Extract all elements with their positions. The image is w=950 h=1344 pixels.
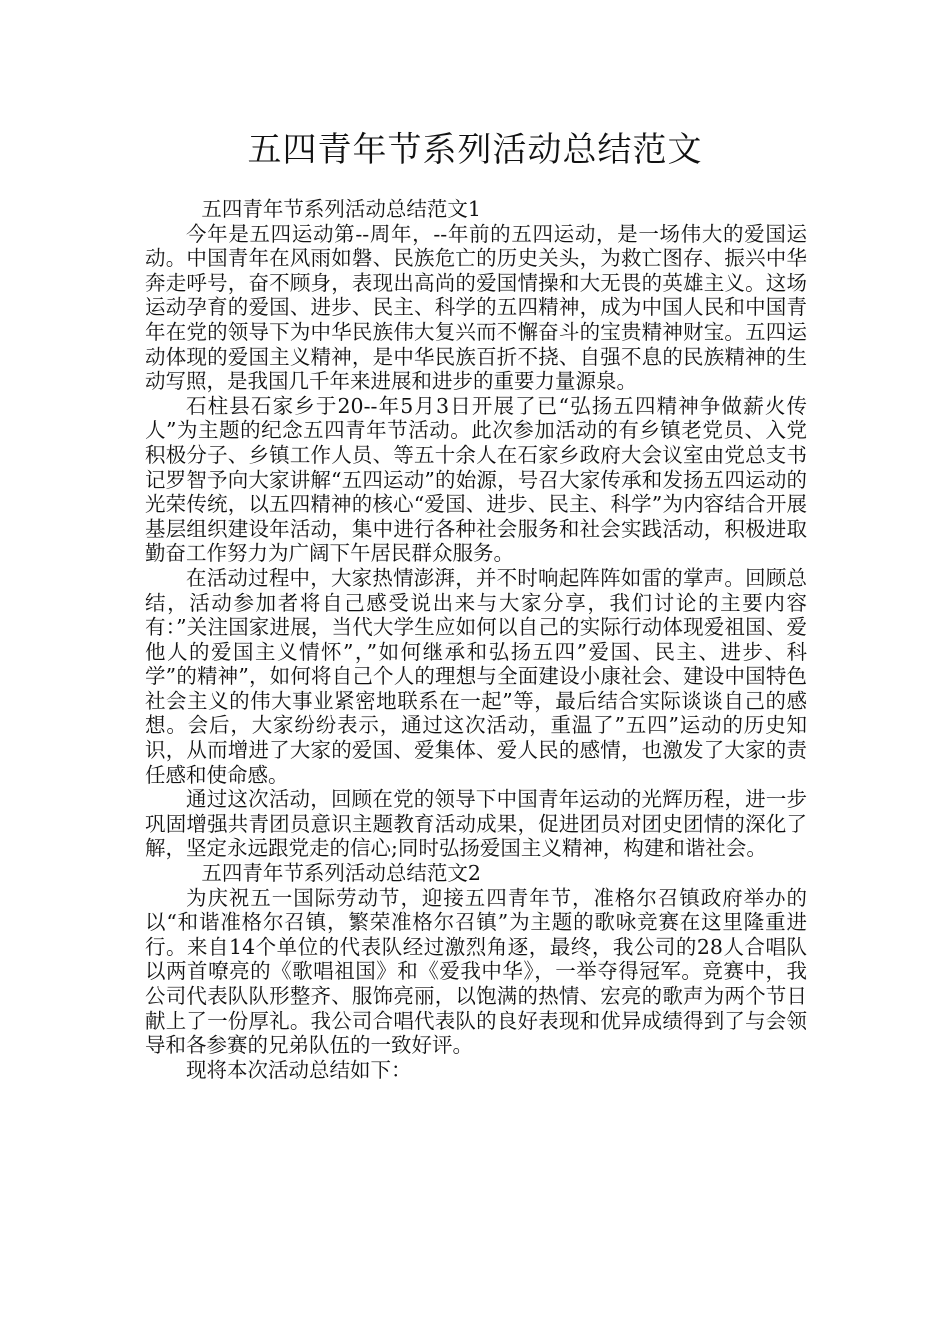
section-heading-2: 五四青年节系列活动总结范文2 — [201, 861, 481, 886]
paragraph-1: 今年是五四运动第--周年，--年前的五四运动，是一场伟大的爱国运动。中国青年在风雨如磐、民族危亡的历史关头，为救亡图存、振兴中华奔走呼号，奋不顾身，表现出高尚的爱国情操和大无畏的英雄主义。这场运动孕育的爱国、进步、民主、科学的五四精神，成为中国人民和中国青年在党的领导下为中华民族伟大复兴而不懈奋斗的宝贵精神财宝。五四运动体现的爱国主义精神，是中华民族百折不挠、自强不息的民族精神的生动写照，是我国几千年来进展和进步的重要力量源泉。 — [145, 221, 807, 394]
paragraph-5: 为庆祝五一国际劳动节，迎接五四青年节，准格尔召镇政府举办的以“和谐准格尔召镇，繁荣准格尔召镇”为主题的歌咏竞赛在这里隆重进行。来自14个单位的代表队经过激烈角逐，最终，我公司的28人合唱队以两首嘹亮的《歌唱祖国》和《爱我中华》，一举夺得冠军。竞赛中，我公司代表队队形整齐、服饰亮丽，以饱满的热情、宏亮的歌声为两个节日献上了一份厚礼。我公司合唱代表队的良好表现和优异成绩得到了与会领导和各参赛的兄弟队伍的一致好评。 — [145, 885, 807, 1058]
paragraph-3: 在活动过程中，大家热情澎湃，并不时响起阵阵如雷的掌声。回顾总结，活动参加者将自己感受说出来与大家分享，我们讨论的主要内容有：”关注国家进展，当代大学生应如何以自己的实际行动体现爱祖国、爱他人的爱国主义情怀”，”如何继承和弘扬五四”爱国、民主、进步、科学”的精神”，如何将自己个人的理想与全面建设小康社会、建设中国特色社会主义的伟大事业紧密地联系在一起”等，最后结合实际谈谈自己的感想。会后，大家纷纷表示，通过这次活动，重温了”五四”运动的历史知识，从而增进了大家的爱国、爱集体、爱人民的感情，也激发了大家的责任感和使命感。 — [145, 565, 807, 787]
document-body — [145, 197, 807, 1082]
paragraph-4: 通过这次活动，回顾在党的领导下中国青年运动的光辉历程，进一步巩固增强共青团员意识主题教育活动成果，促进团员对团史团情的深化了解，坚定永远跟党走的信心;同时弘扬爱国主义精神，构建和谐社会。 — [145, 787, 807, 861]
page-title: 五四青年节系列活动总结范文 — [247, 130, 703, 170]
section-heading-1: 五四青年节系列活动总结范文1 — [201, 197, 481, 221]
paragraph-6: 现将本次活动总结如下： — [186, 1057, 412, 1082]
paragraph-2: 石柱县石家乡于20--年5月3日开展了已“弘扬五四精神争做薪火传人”为主题的纪念五四青年节活动。此次参加活动的有乡镇老党员、入党积极分子、乡镇工作人员、等五十余人在石家乡政府大会议室由党总支书记罗智予向大家讲解“五四运动”的始源，号召大家传承和发扬五四运动的光荣传统，以五四精神的核心“爱国、进步、民主、科学”为内容结合开展基层组织建设年活动，集中进行各种社会服务和社会实践活动，积极进取勤奋工作努力为广阔下午居民群众服务。 — [145, 393, 807, 566]
